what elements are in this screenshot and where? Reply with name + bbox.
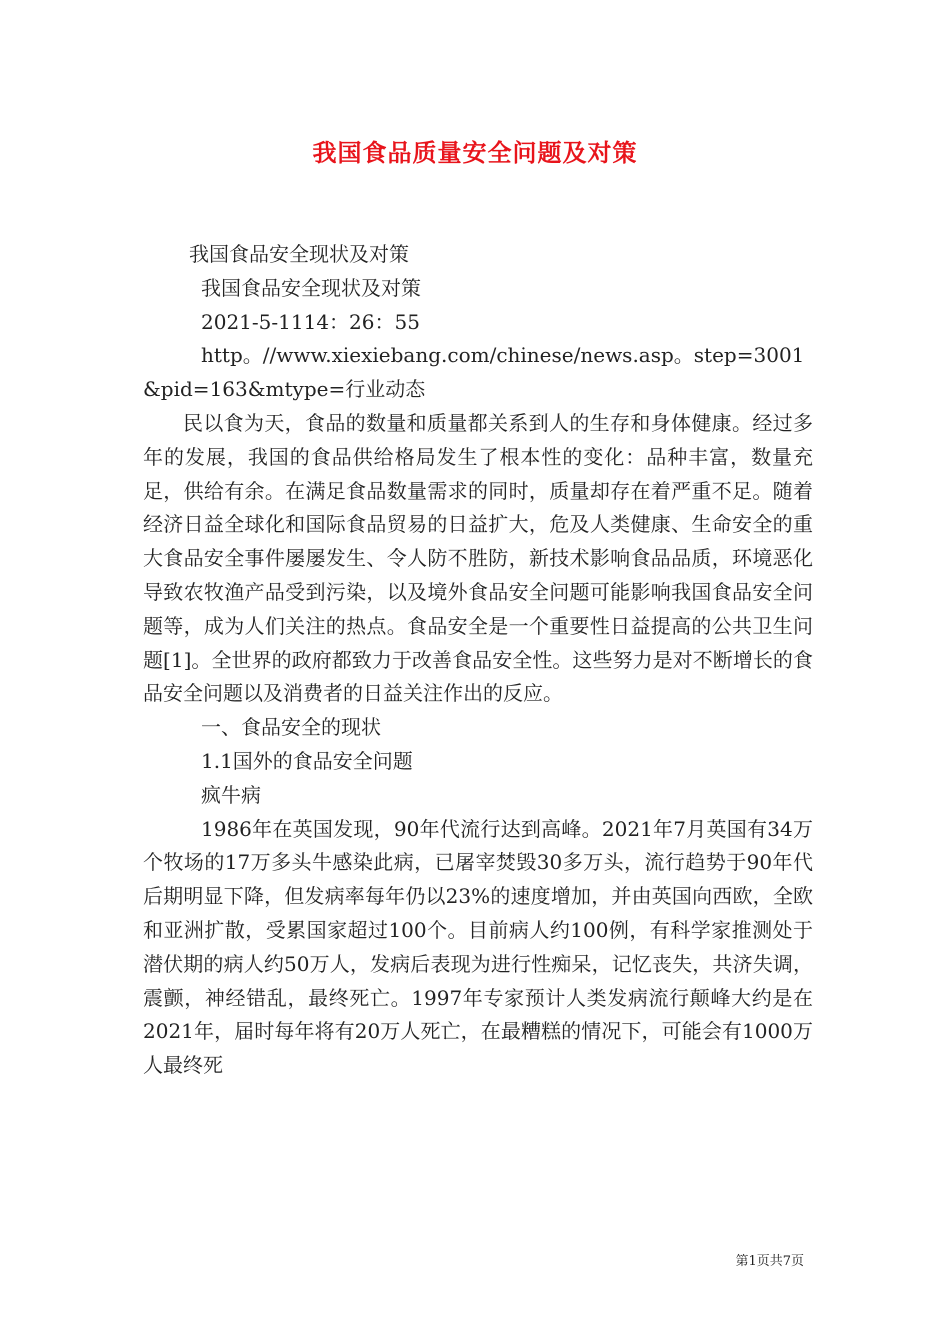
document-title: 我国食品质量安全问题及对策: [312, 138, 638, 167]
page-number: 第1页共7页: [735, 1254, 804, 1269]
paragraph-intro: 民以食为天，食品的数量和质量都关系到人的生存和身体健康。经过多年的发展，我国的食品供给格局发生了根本性的变化：品种丰富，数量充足，供给有余。在满足食品数量需求的同时，质量却存在着严重不足。随着经济日益全球化和国际食品贸易的日益扩大，危及人类健康、生命安全的重大食品安全事件屡屡发生、令人防不胜防，新技术影响食品品质，环境恶化导致农牧渔产品受到污染，以及境外食品安全问题可能影响我国食品安全问题等，成为人们关注的热点。食品安全是一个重要性日益提高的公共卫生问题[1]。全世界的政府都致力于改善食品安全性。这些努力是对不断增长的食品安全问题以及消费者的日益关注作出的反应。: [143, 410, 813, 706]
section-heading: 一、食品安全的现状: [201, 715, 381, 740]
heading-line-1: 我国食品安全现状及对策: [189, 242, 409, 266]
document-body: [143, 238, 813, 1083]
source-url-line-1: http。//www.xiexiebang.com/chinese/news.asp。step=3001: [201, 343, 805, 368]
datetime-line: 2021-5-1114：26：55: [201, 309, 420, 334]
heading-line-2: 我国食品安全现状及对策: [201, 275, 421, 300]
paragraph-mad-cow: 1986年在英国发现，90年代流行达到高峰。2021年7月英国有34万个牧场的17万多头牛感染此病，已屠宰焚毁30多万头，流行趋势于90年代后期明显下降，但发病率每年仍以23%的速度增加，并由英国向西欧，全欧和亚洲扩散，受累国家超过100个。目前病人约100例，有科学家推测处于潜伏期的病人约50万人，发病后表现为进行性痴呆，记忆丧失，共济失调，震颤，神经错乱，最终死亡。1997年专家预计人类发病流行颠峰大约是在2021年，届时每年将有20万人死亡，在最糟糕的情况下，可能会有1000万人最终死: [143, 816, 813, 1078]
subsection-heading: 1.1国外的食品安全问题: [201, 748, 413, 773]
topic-heading: 疯牛病: [201, 782, 261, 807]
source-url-line-2: &pid=163&mtype=行业动态: [143, 377, 426, 402]
